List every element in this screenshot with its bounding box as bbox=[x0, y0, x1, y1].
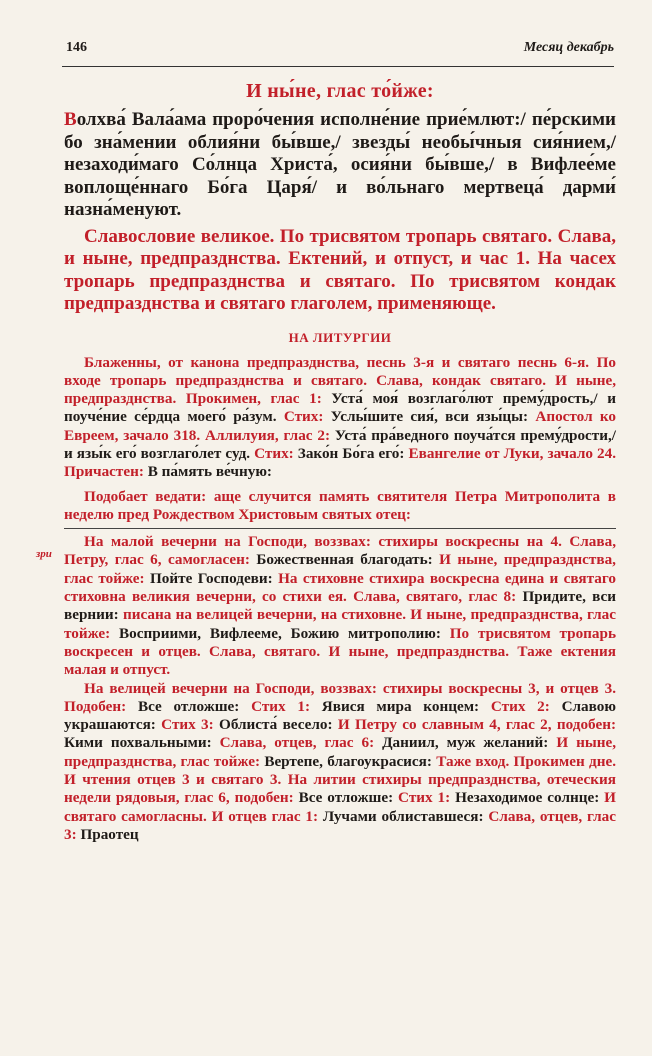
note-p2-seg-15: Все отложше: bbox=[298, 789, 399, 807]
note-p2-seg-18: И святаго самогласны. И отцев глас 1: bbox=[64, 789, 616, 825]
liturgy-text-3: Уста́ пра́ведного поуча́тся прему́дрости,/ и язы́к его́ возглаго́лет суд. bbox=[64, 426, 617, 462]
note-paragraph-1 bbox=[64, 533, 616, 679]
hymn-body: олхва́ Вала́ама проро́чения исполне́ние прие́млют:/ пе́рскими бо зна́мении облия́ни бы́вше,/ звезды́ необы́чныя сия́нием,/ незаходи́маго Со́лнца Христа́, осия́ни бы́вше,/ в Вифлее́ме воплоще́ннаго Бо́га Царя́/ и во́льнаго мертвеца́ дарми́ назна́менуют. bbox=[64, 109, 616, 220]
note-p2-seg-7: Облиста́ весело: bbox=[219, 716, 338, 734]
note-paragraph-2 bbox=[64, 680, 616, 845]
liturgy-rubric-2: Стих: bbox=[283, 408, 324, 426]
note-p2-seg-5: Славою украшаются: bbox=[64, 697, 616, 734]
page-body bbox=[64, 80, 616, 844]
note-p2-seg-3: Явися мира концем: bbox=[321, 697, 491, 715]
running-title: Месяц декабрь bbox=[523, 40, 614, 55]
note-p1-seg-6: писана на велицей вечерни, на стиховне. И ныне, предпразднства, глас тойже: bbox=[64, 606, 616, 642]
liturgy-rubric-3: Апостол ко Евреем, зачало 318. Аллилуия, глас 2: bbox=[64, 408, 616, 444]
liturgy-paragraph bbox=[64, 354, 616, 482]
note-p1-seg-8: По трисвятом тропарь воскресен и отцев. Слава, святаго. И ныне, предпразднства. Таже ектения малая и отпуст. bbox=[64, 624, 616, 679]
note-rule bbox=[64, 528, 616, 529]
note-p2-seg-19: Лучами облиставшеся: bbox=[322, 807, 489, 825]
note-p1-seg-5: Придите, вси вернии: bbox=[64, 588, 616, 624]
note-p1-seg-7: Восприими, Вифлееме, Божию митрополию: bbox=[119, 624, 450, 642]
note-p2-seg-13: Вертепе, благоукрасися: bbox=[264, 752, 437, 770]
note-p2-seg-12: И ныне, предпразднства, глас тойже: bbox=[64, 734, 616, 770]
note-p2-seg-9: Кими похвальными: bbox=[64, 734, 220, 752]
hymn-text bbox=[64, 109, 616, 222]
note-p2-seg-14: Таже вход. Прокимен дне. И чтения отцев 3 и святаго 3. На литии стихиры предпразднства, отеческия недели рядовыя, глас 6, подобен: bbox=[64, 752, 616, 807]
note-p2-seg-10: Слава, отцев, глас 6: bbox=[219, 734, 383, 752]
liturgy-text-1: Уста́ моя́ возглаго́лют прему́дрость,/ и поуче́ние се́рдца моего́ ра́зум. bbox=[64, 390, 616, 426]
note-p1-seg-1: Божественная благодать: bbox=[256, 551, 440, 569]
section-title: И ны́не, глас то́йже: bbox=[246, 80, 434, 102]
liturgy-rubric-5: Евангелие от Луки, зачало 24. Причастен: bbox=[64, 444, 616, 481]
note-p2-seg-21: Праотец bbox=[80, 825, 139, 843]
rubric-paragraph: Славословие великое. По трисвятом тропарь святаго. Слава, и ныне, предпразднства. Ектений, и отпуст, и час 1. На часех тропарь предпразднства и святаго. По трисвятом кондак предпразднства и святаго глаголем, применяюще. bbox=[64, 225, 616, 314]
note-p2-seg-0: На велицей вечерни на Господи, воззвах: стихиры воскресны 3, и отцев 3. Подобен: bbox=[64, 679, 616, 715]
note-p1-seg-2: И ныне, предпразднства, глас тойже: bbox=[64, 551, 616, 587]
liturgy-text-2: Услы́шите сия́, вси язы́цы: bbox=[323, 408, 536, 426]
note-p2-seg-6: Стих 3: bbox=[161, 716, 219, 734]
margin-note: зри bbox=[36, 548, 52, 560]
note-p2-seg-17: Незаходимое солнце: bbox=[455, 789, 605, 807]
liturgy-rubric-1: Блаженны, от канона предпразднства, песнь 3-я и святаго песнь 6-я. По входе тропарь предпразднства и святаго. Слава, кондак святаго. И ныне, предпразднства. Прокимен, глас 1: bbox=[64, 353, 616, 408]
liturgy-rubric-4: Стих: bbox=[254, 444, 294, 462]
liturgy-text-5: В па́мять ве́чную: bbox=[143, 463, 272, 481]
liturgy-heading: НА ЛИТУРГИИ bbox=[288, 329, 392, 345]
note-p2-seg-11: Даниил, муж желаний: bbox=[382, 734, 557, 752]
header-rule bbox=[62, 66, 614, 67]
note-p2-seg-8: И Петру со славным 4, глас 2, подобен: bbox=[337, 716, 616, 734]
note-p1-seg-3: Пойте Господеви: bbox=[149, 569, 279, 587]
note-p1-seg-0: На малой вечерни на Господи, воззвах: стихиры воскресны на 4. Слава, Петру, глас 6, самогласен: bbox=[64, 533, 616, 569]
note-p2-seg-4: Стих 2: bbox=[490, 697, 562, 715]
note-p2-seg-2: Стих 1: bbox=[251, 697, 322, 715]
note-p1-seg-4: На стиховне стихира воскресна едина и святаго стиховна великия вечерни, со стихи ея. Слава, святаго, глас 8: bbox=[64, 569, 616, 606]
note-p2-seg-16: Стих 1: bbox=[398, 789, 456, 807]
note-p2-seg-20: Слава, отцев, глас 3: bbox=[64, 807, 617, 843]
note-intro: Подобает ведати: аще случится память святителя Петра Митрополита в неделю пред Рождеством Христовым святых отец: bbox=[64, 487, 616, 523]
page-number: 146 bbox=[66, 40, 87, 55]
hymn-initial: В bbox=[64, 109, 77, 130]
liturgy-text-4: Зако́н Бо́га его́: bbox=[293, 444, 409, 462]
note-p2-seg-1: Все отложше: bbox=[137, 697, 252, 715]
